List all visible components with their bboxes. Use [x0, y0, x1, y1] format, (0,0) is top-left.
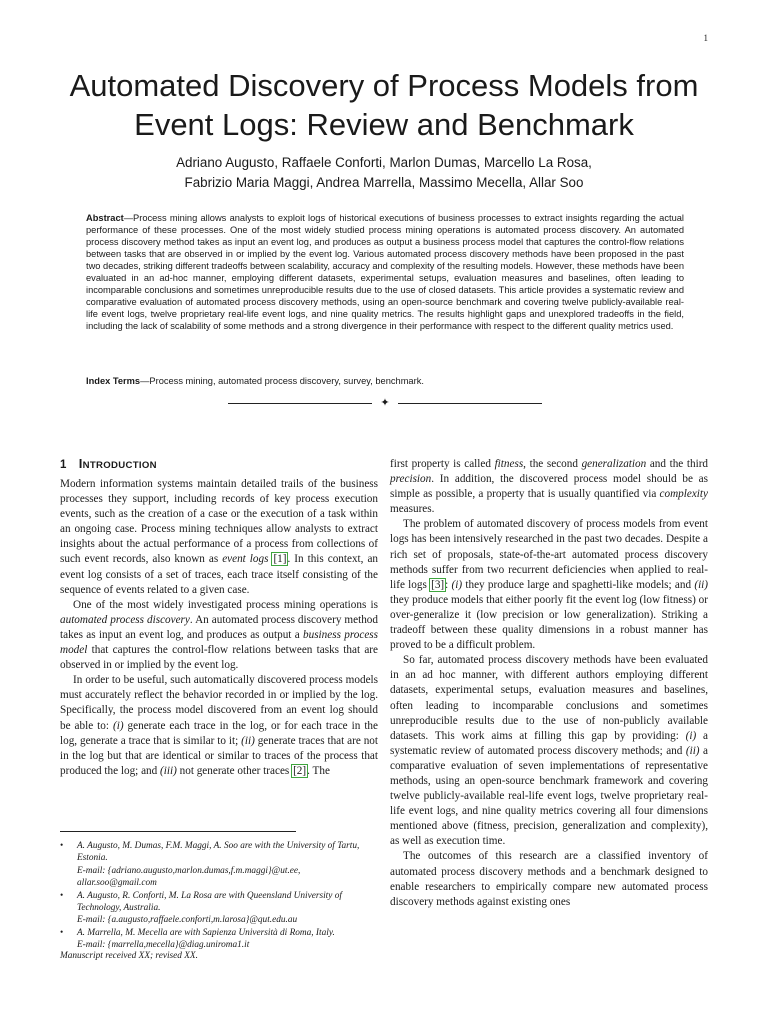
emphasis: (i): [685, 729, 697, 742]
text-run: first property is called: [390, 458, 495, 470]
text-run: Modern information systems maintain detailed trails of the business processes they support, including records of key process execution events, such as the creation of a case or the execution of a task within an ongoing case. Process mining techniques allow analysts to extract insights about the actual performance of a process from collections of such event records, also known as: [60, 478, 378, 566]
emphasis: (ii): [694, 578, 709, 591]
text-run: . An automated process discovery method takes as input an event log, and produces as output a: [60, 613, 378, 641]
text-run: One of the most widely investigated process mining operations is: [73, 598, 378, 611]
index-terms-label: Index Terms: [86, 376, 141, 386]
emphasis: (i): [112, 719, 124, 732]
manuscript-note: Manuscript received XX; revised XX.: [60, 951, 198, 961]
text-run: that captures the control-flow relations between tasks that are observed in or implied by the event log.: [60, 644, 378, 672]
footnote-list: [60, 840, 378, 952]
separator-diamond-icon: ✦: [380, 397, 390, 409]
intro-paragraph-2: [60, 598, 378, 673]
footnote-affiliation: A. Augusto, M. Dumas, F.M. Maggi, A. Soo are with the University of Tartu, Estonia.: [77, 841, 360, 864]
section-title-rest: NTRODUCTION: [82, 460, 157, 471]
emphasis: precision: [390, 473, 432, 486]
intro-paragraph-6: [390, 653, 708, 849]
emphasis: complexity: [659, 488, 708, 501]
right-column: [390, 457, 708, 910]
text-run: . In this context, an event log consists of a set of traces, each trace itself consisting of the sequence of events related to a given case.: [60, 553, 379, 596]
intro-paragraph-5: [390, 517, 708, 653]
section-heading-introduction: [60, 456, 378, 472]
text-run: not generate other traces: [176, 764, 293, 777]
emphasis: (i): [451, 578, 463, 591]
footnote-affiliation: A. Marrella, M. Mecella are with Sapienza Università di Roma, Italy.: [77, 927, 335, 938]
text-run: and the third: [646, 458, 709, 470]
text-run: The outcomes of this research are a classified inventory of automated process discovery methods and a benchmark designed to enable researchers to empirically compare new automated process discovery methods against existing ones: [390, 850, 708, 908]
section-title-first-letter: I: [78, 456, 83, 471]
citation-link[interactable]: [2]: [293, 764, 307, 777]
text-run: The problem of automated discovery of process models from event logs has been intensively researched in the past two decades. Despite a rich set of proposals, state-of-the-art automated process discovery methods suffer from two recurrent deficiencies when applied to real-life logs: [390, 518, 708, 591]
footnote-email: E-mail: {adriano.augusto,marlon.dumas,f.m.maggi}@ut.ee, allar.soo@gmail.com: [77, 865, 301, 889]
footnote-email: E-mail: {a.augusto,raffaele.conforti,m.larosa}@qut.edu.au: [77, 915, 298, 926]
text-run: So far, automated process discovery methods have been evaluated in an ad hoc manner, with different authors employing different datasets, experimental setups, evaluation measures and baselines, often leading to incomparable conclusions and sometimes unreproducible results due to the use of non-publicly available datasets. This work aims at filling this gap by providing:: [390, 654, 708, 742]
text-run: measures.: [390, 503, 435, 516]
index-terms: [86, 375, 684, 387]
abstract-text: —Process mining allows analysts to exploit logs of historical executions of business processes to extract insights regarding the actual performance of these processes. One of the most widely studied process mining operations is automated process discovery. An automated process discovery method takes as input an event log, and produces as output a business process model that captures the control-flow relations between tasks that are observed in or implied by the event log. Various automated process discovery methods have been proposed in the past two decades, striking different tradeoffs between scalability, accuracy and complexity of the resulting models. However, these methods have been evaluated in an ad-hoc manner, employing different datasets, experimental setups, evaluation measures and baselines, often leading to incomparable conclusions and sometimes unreproducible results due to the use of closed datasets. This article provides a systematic review and comparative evaluation of automated process discovery methods, using an open-source benchmark and covering twelve publicly-available real-life event logs, twelve proprietary real-life event logs, and nine quality metrics. The results highlight gaps and unexplored tradeoffs in the field, including the lack of scalability of some methods and a strong divergence in their performance with respect to the different quality metrics used.: [86, 213, 684, 332]
separator-rule-left: [228, 403, 372, 404]
separator-rule-right: [398, 403, 542, 404]
footnotes: [60, 840, 378, 952]
footnote-item: [60, 890, 378, 927]
text-run: they produce models that either poorly fit the event log (low fitness) or over-generalize it (low precision or low generalization). Striking a tradeoff between these quality dimensions in a robust manner has proved to be a difficult problem.: [390, 593, 708, 652]
text-run: they produce large and spaghetti-like models; and: [462, 578, 695, 591]
footnote-item: [60, 927, 378, 952]
citation-link[interactable]: [3]: [431, 578, 445, 591]
text-run: . In addition, the discovered process model should be as simple as possible, a property that is usually quantified via: [390, 473, 708, 501]
text-run: a systematic review of automated process discovery methods; and: [390, 729, 708, 757]
text-run: , the second: [523, 458, 582, 470]
emphasis: generalization: [581, 458, 647, 470]
emphasis: (iii): [160, 764, 177, 777]
page-number: 1: [703, 33, 708, 43]
author-list: [40, 153, 728, 193]
emphasis: business process model: [60, 628, 378, 657]
text-run: generate traces that are not in the log but that are identical or similar to traces of the process that produced the log; and: [60, 734, 378, 777]
bullet-icon: •: [60, 841, 64, 851]
emphasis: (ii): [685, 744, 700, 757]
bullet-icon: •: [60, 927, 64, 938]
left-column: [60, 456, 378, 779]
intro-paragraph-3: [60, 673, 378, 779]
footnote-affiliation: A. Augusto, R. Conforti, M. La Rosa are with Queensland University of Technology, Australia.: [77, 890, 342, 914]
citation-link[interactable]: [1]: [273, 553, 287, 566]
title-line-2: Event Logs: Review and Benchmark: [134, 107, 634, 142]
abstract-label: Abstract: [86, 213, 124, 223]
text-run: . The: [307, 764, 330, 777]
emphasis: automated process discovery: [60, 613, 190, 626]
footnote-email: E-mail: {marrella,mecella}@diag.uniroma1.it: [77, 940, 250, 951]
bullet-icon: •: [60, 890, 64, 901]
abstract: [86, 212, 684, 332]
footnote-item: [60, 840, 378, 890]
section-separator: [228, 396, 542, 410]
emphasis: fitness: [494, 458, 524, 470]
authors-line-1: Adriano Augusto, Raffaele Conforti, Marlon Dumas, Marcello La Rosa,: [176, 155, 592, 170]
intro-paragraph-1: [60, 477, 378, 598]
title-line-1: Automated Discovery of Process Models from: [69, 68, 699, 103]
text-run: :: [445, 578, 452, 591]
emphasis: (ii): [241, 734, 255, 747]
index-terms-text: —Process mining, automated process discovery, survey, benchmark.: [140, 376, 424, 386]
intro-paragraph-4: [390, 457, 708, 517]
intro-paragraph-7: [390, 849, 708, 909]
text-run: a comparative evaluation of seven implementations of representative methods, using an open-source benchmark framework and covering twelve publicly-available real-life event logs, twelve proprietary real-life event logs, and nine quality metrics covering all four dimensions mentioned above (fitness, precision, generalization and complexity), as well as execution time.: [390, 744, 709, 848]
text-run: generate each trace in the log, or for each trace in the log, generate a trace that is similar to it;: [60, 719, 378, 747]
footnote-rule: [60, 831, 296, 832]
section-number: 1: [60, 459, 67, 471]
authors-line-2: Fabrizio Maria Maggi, Andrea Marrella, Massimo Mecella, Allar Soo: [184, 175, 584, 190]
paper-title: [40, 66, 728, 144]
text-run: In order to be useful, such automatically discovered process models must accurately reflect the behavior recorded in or implied by the log. Specifically, the process model discovered from an event log should be able to:: [60, 674, 378, 732]
emphasis: event logs: [222, 553, 269, 566]
